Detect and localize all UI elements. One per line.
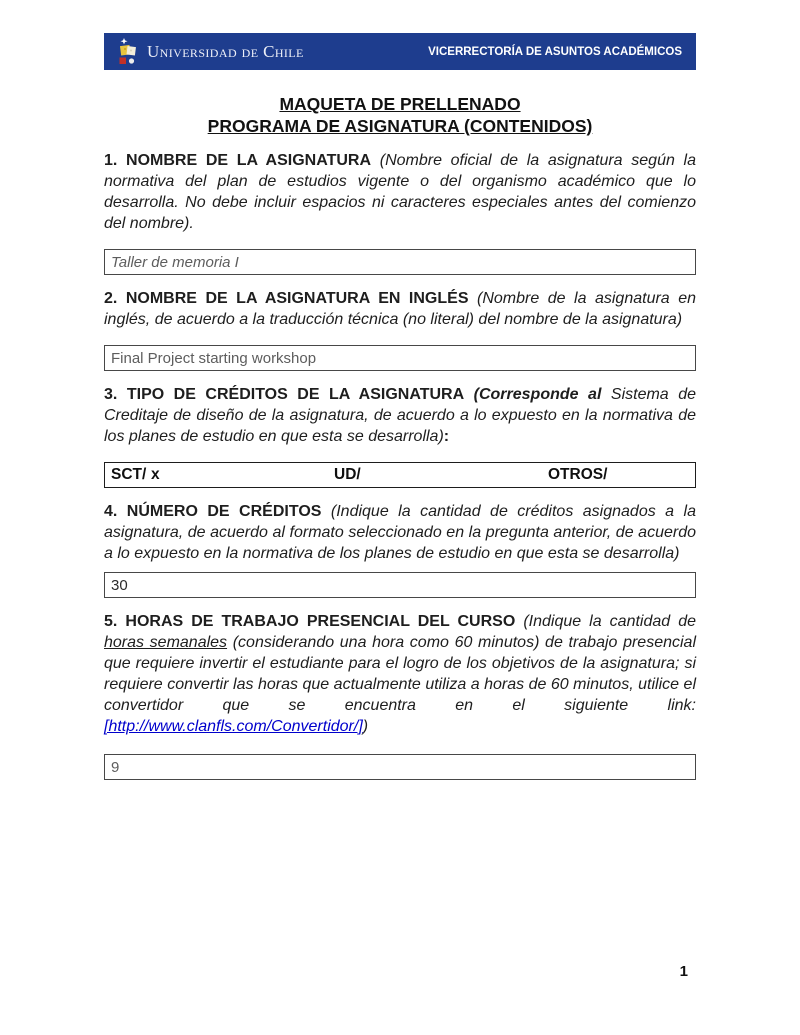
section-5-description xyxy=(104,613,696,735)
section-3-colon: : xyxy=(443,428,450,445)
course-name-english-value: Final Project starting workshop xyxy=(111,349,317,367)
title-line-1: MAQUETA DE PRELLENADO xyxy=(279,94,521,114)
section-3-paragraph xyxy=(104,384,696,447)
underlined-term: horas semanales xyxy=(104,634,228,651)
section-2-paragraph xyxy=(104,288,696,330)
section-4-heading: 4. NÚMERO DE CRÉDITOS xyxy=(104,503,322,520)
credit-type-field[interactable] xyxy=(104,462,696,488)
section-3-description: Sistema de Creditaje de diseño de la asignatura, de acuerdo a lo expuesto en la normativa de los planes de estudio en que esta se desarrolla) xyxy=(104,386,696,445)
document-title xyxy=(104,93,696,137)
section-3-heading: 3. TIPO DE CRÉDITOS DE LA ASIGNATURA xyxy=(104,386,465,403)
section-1-heading: 1. NOMBRE DE LA ASIGNATURA xyxy=(104,152,372,169)
sct-selected-mark: x xyxy=(151,466,160,483)
document-content xyxy=(104,0,696,780)
section-4-description: (Indique la cantidad de créditos asignados a la asignatura, de acuerdo al formato seleccionado en la pregunta anterior, de acuerdo a lo expuesto en la normativa de los planes de estudio en que esta se desarrolla) xyxy=(104,503,696,562)
university-name: Universidad de Chile xyxy=(147,41,304,61)
field-weekly-hours[interactable] xyxy=(104,754,696,780)
university-logo-icon xyxy=(118,38,138,66)
section-5-desc-pre: (Indique la cantidad de xyxy=(523,613,696,630)
credit-count-value: 30 xyxy=(111,576,128,594)
department-name: VICERRECTORÍA DE ASUNTOS ACADÉMICOS xyxy=(428,45,682,58)
section-5-desc-end: ) xyxy=(362,718,369,735)
field-course-name[interactable] xyxy=(104,249,696,275)
section-5-desc-mid: (considerando una hora como 60 minutos) de trabajo presencial que requiere invertir el estudiante para el logro de los objetivos de la asignatura; si requiere convertir las horas que actualmente utiliza a horas de 60 minutos, utilice el convertidor que se encuentra en el siguiente link: xyxy=(104,634,697,714)
title-line-2: PROGRAMA DE ASIGNATURA (CONTENIDOS) xyxy=(207,116,593,136)
page-number: 1 xyxy=(679,963,688,980)
section-5-heading: 5. HORAS DE TRABAJO PRESENCIAL DEL CURSO xyxy=(104,613,516,630)
field-credit-count[interactable] xyxy=(104,572,696,598)
header-bar xyxy=(104,33,696,70)
sct-label: SCT/ xyxy=(111,466,147,483)
convertidor-link[interactable]: [http://www.clanfls.com/Convertidor/] xyxy=(104,718,363,735)
field-course-name-english[interactable] xyxy=(104,345,696,371)
section-2-description: (Nombre de la asignatura en inglés, de acuerdo a la traducción técnica (no literal) del nombre de la asignatura) xyxy=(104,290,696,328)
weekly-hours-value: 9 xyxy=(111,758,120,776)
otros-label: OTROS/ xyxy=(548,466,608,483)
section-5-paragraph xyxy=(104,611,696,737)
section-4-paragraph xyxy=(104,501,696,564)
section-1-paragraph xyxy=(104,150,696,234)
section-3-desc-lead: (Corresponde al xyxy=(473,386,602,403)
course-name-value: Taller de memoria I xyxy=(111,253,239,271)
section-2-heading: 2. NOMBRE DE LA ASIGNATURA EN INGLÉS xyxy=(104,290,469,307)
section-1-description: (Nombre oficial de la asignatura según la normativa del plan de estudios vigente o del organismo académico que lo desarrolla. No debe incluir espacios ni caracteres especiales antes del comienzo del nombre). xyxy=(104,152,697,232)
ud-label: UD/ xyxy=(334,466,361,483)
